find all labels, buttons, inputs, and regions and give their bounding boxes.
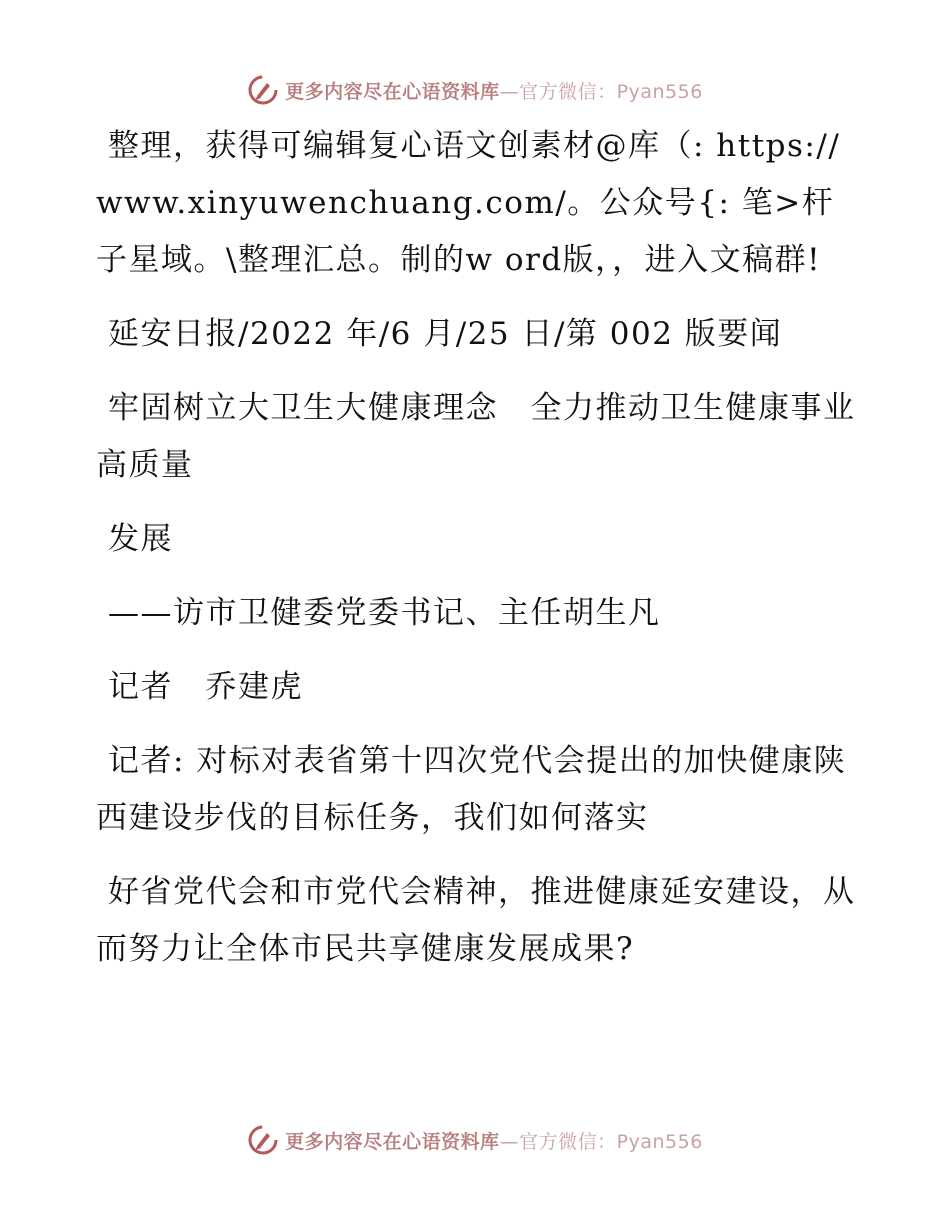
article-title: 牢固树立大卫生大健康理念 全力推动卫生健康事业高质量 — [96, 390, 856, 483]
ink-pen-logo-icon — [247, 1124, 279, 1156]
watermark-prefix: 更多内容尽在心语资料库 — [285, 80, 500, 103]
document-body — [96, 118, 856, 995]
question-paragraph-continued: 好省党代会和市党代会精神，推进健康延安建设，从而努力让全体市民共享健康发展成果? — [96, 874, 856, 967]
ink-pen-logo-icon — [247, 74, 279, 106]
article-subtitle: ——访市卫健委党委书记、主任胡生凡 — [108, 595, 661, 631]
watermark-text — [285, 77, 703, 104]
article-title-continued: 发展 — [108, 521, 173, 557]
watermark-suffix: —官方微信：Pyan556 — [499, 80, 703, 103]
watermark-text — [285, 1127, 703, 1154]
publication-line: 延安日报/2022 年/6 月/25 日/第 002 版要闻 — [108, 316, 783, 352]
question-paragraph: 记者: 对标对表省第十四次党代会提出的加快健康陕西建设步伐的目标任务，我们如何落实 — [96, 743, 847, 836]
footer-watermark — [0, 1120, 950, 1160]
watermark-prefix: 更多内容尽在心语资料库 — [285, 1130, 500, 1153]
reporter-byline: 记者 乔建虎 — [108, 669, 303, 705]
intro-paragraph: 整理，获得可编辑复心语文创素材@库（: https://www.xinyuwenchuang.com/。公众号{: 笔>杆子星域。\整理汇总。制的w ord版，，进入文稿群! — [96, 128, 841, 278]
header-watermark — [0, 70, 950, 110]
watermark-suffix: —官方微信：Pyan556 — [499, 1130, 703, 1153]
